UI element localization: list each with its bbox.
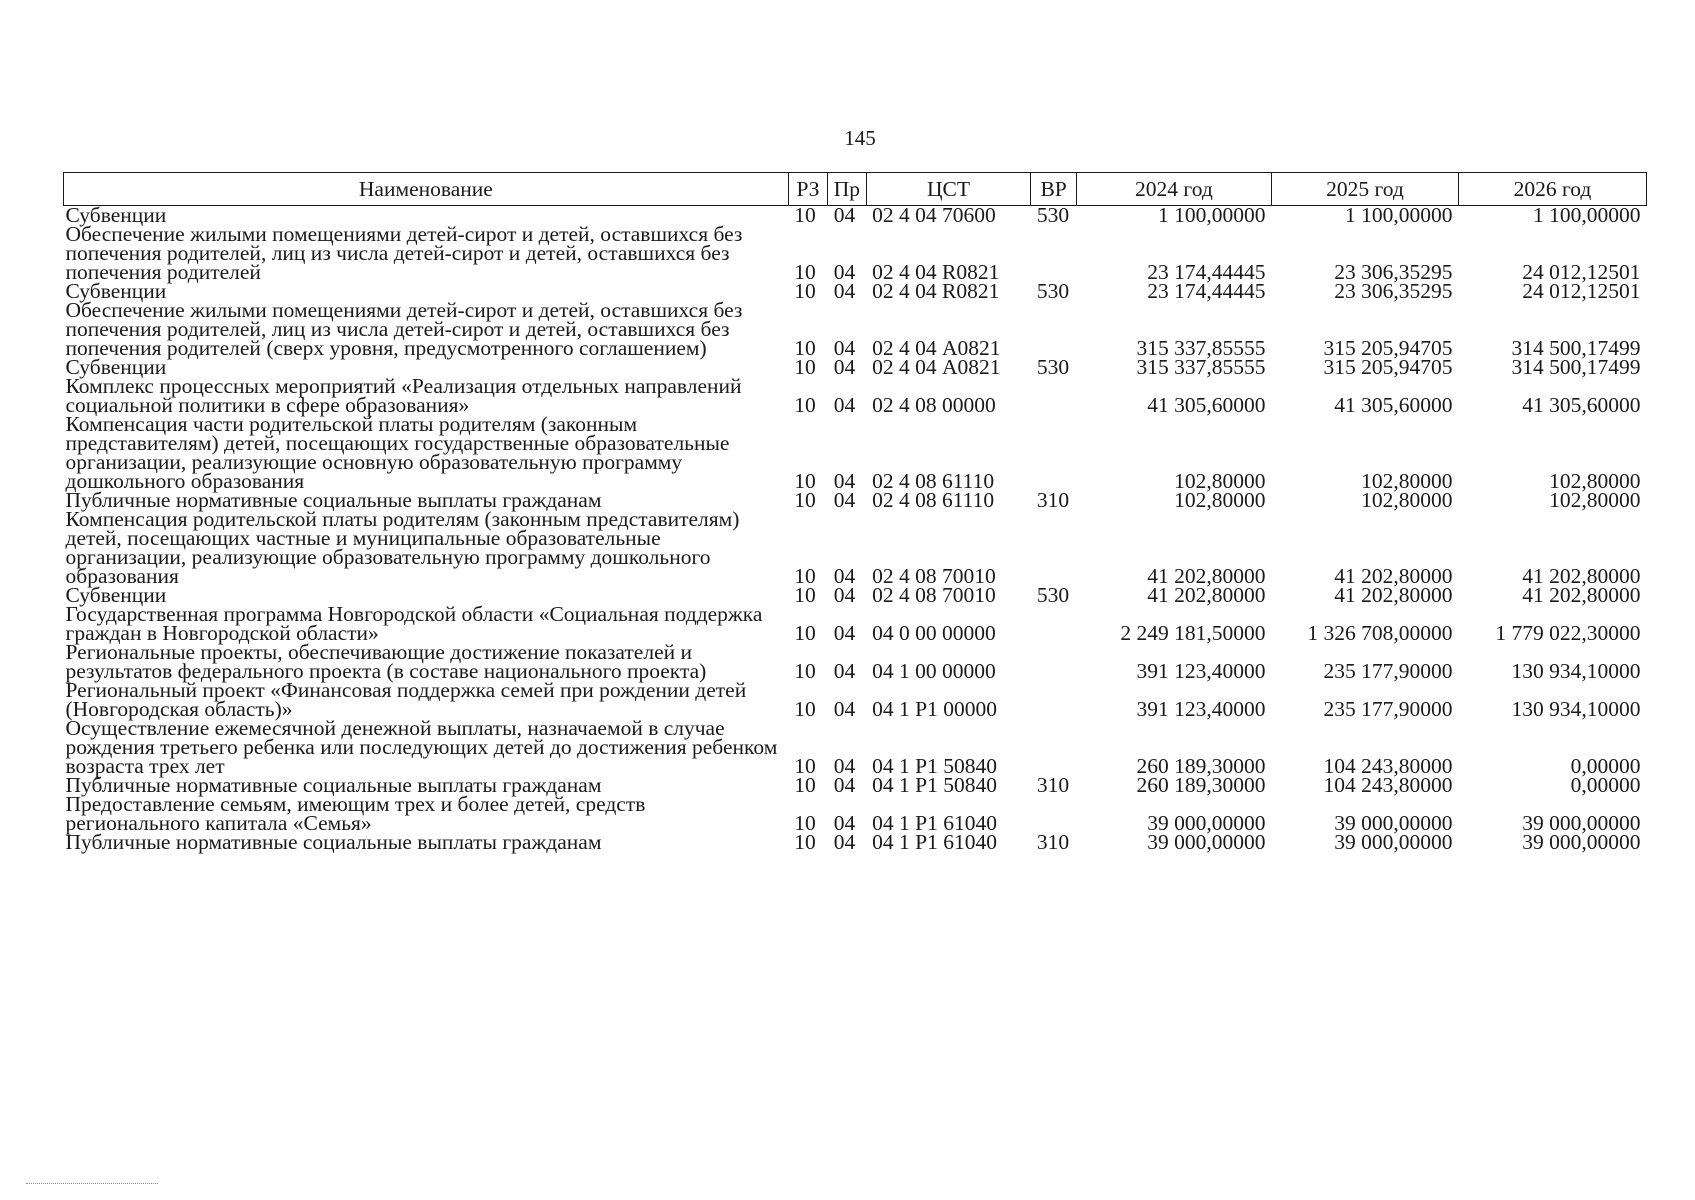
row-2025: 1 100,00000 [1344,203,1453,227]
row-cst: 04 1 00 00000 [872,659,996,683]
row-2025: 102,80000 [1361,469,1453,493]
row-pr: 04 [833,830,856,854]
table-row [64,415,1647,491]
row-2026: 39 000,00000 [1522,811,1641,835]
row-2026: 39 000,00000 [1522,830,1641,854]
row-name: Обеспечение жилыми помещениями детей-сирот и детей, оставшихся без попечения родителей, лиц из числа детей-сирот и детей, оставшихся без попечения родителей (сверх уровня, предусмотренного соглашением) [65,298,743,360]
row-pr: 04 [833,583,856,607]
header-cst: ЦСТ [866,173,1031,206]
header-2024: 2024 год [1076,173,1271,206]
row-2026: 1 100,00000 [1533,203,1641,227]
table-body [64,203,1647,854]
row-rz: 10 [794,488,816,512]
header-name: Наименование [64,173,789,206]
row-cst: 04 1 Р1 61040 [872,811,997,835]
row-pr: 04 [833,621,856,645]
row-vr [1031,510,1076,586]
row-name: Субвенции [65,583,167,607]
row-cst: 02 4 08 70010 [872,564,996,588]
row-name: Компенсация родительской платы родителям (законным представителям) детей, посещающих частные и муниципальные образовательные организации, реализующие образовательную программу дошкольного образования [65,507,740,588]
row-2025: 41 305,60000 [1334,393,1453,417]
row-cst: 04 0 00 00000 [872,621,996,645]
row-rz: 10 [794,203,816,227]
row-cst: 02 4 08 61110 [872,469,995,493]
row-pr: 04 [833,773,856,797]
row-2026: 130 934,10000 [1511,659,1641,683]
row-2025: 39 000,00000 [1334,811,1453,835]
row-2024: 23 174,44445 [1147,260,1266,284]
footer-divider [26,1183,158,1184]
row-cst: 02 4 08 00000 [872,393,996,417]
row-2024: 260 189,30000 [1136,754,1266,778]
row-vr [1031,643,1076,681]
row-name: Обеспечение жилыми помещениями детей-сирот и детей, оставшихся без попечения родителей, лиц из числа детей-сирот и детей, оставшихся без попечения родителей [65,222,743,284]
row-cst: 04 1 Р1 50840 [872,773,997,797]
row-2025: 104 243,80000 [1323,754,1453,778]
row-vr [1031,605,1076,643]
row-vr [1031,681,1076,719]
row-2024: 102,80000 [1174,469,1266,493]
row-2025: 1 326 708,00000 [1307,621,1453,645]
row-2026: 41 202,80000 [1522,583,1641,607]
row-2026: 102,80000 [1549,469,1641,493]
header-pr: Пр [828,173,866,206]
header-2026: 2026 год [1458,173,1646,206]
row-rz: 10 [794,336,816,360]
row-pr: 04 [833,488,856,512]
row-pr: 04 [833,203,856,227]
row-rz: 10 [794,583,816,607]
row-vr: 530 [1036,355,1070,379]
table-row [64,301,1647,358]
row-rz: 10 [794,393,816,417]
row-pr: 04 [833,564,856,588]
row-rz: 10 [794,355,816,379]
budget-table [63,172,1647,852]
row-rz: 10 [794,621,816,645]
row-pr: 04 [833,336,856,360]
row-cst: 02 4 04 А0821 [872,336,1001,360]
row-vr [1031,795,1076,833]
row-2024: 2 249 181,50000 [1120,621,1266,645]
row-2025: 235 177,90000 [1323,697,1453,721]
row-2026: 102,80000 [1549,488,1641,512]
table-row [64,681,1647,719]
row-2024: 391 123,40000 [1136,697,1266,721]
row-rz: 10 [794,564,816,588]
row-2025: 104 243,80000 [1323,773,1453,797]
row-name: Публичные нормативные социальные выплаты гражданам [65,830,602,854]
row-cst: 02 4 08 70010 [872,583,996,607]
row-2024: 102,80000 [1174,488,1266,512]
row-pr: 04 [833,754,856,778]
row-rz: 10 [794,773,816,797]
row-2025: 41 202,80000 [1334,583,1453,607]
row-2024: 41 202,80000 [1147,583,1266,607]
row-name: Субвенции [65,203,167,227]
row-name: Региональный проект «Финансовая поддержка семей при рождении детей (Новгородская область)» [65,678,747,721]
row-2026: 41 305,60000 [1522,393,1641,417]
row-name: Компенсация части родительской платы родителям (законным представителям) детей, посещающих государственные образовательные организации, реализующие основную образовательную программу дошкольного образования [65,412,730,493]
row-name: Предоставление семьям, имеющим трех и более детей, средств регионального капитала «Семья» [65,792,646,835]
row-name: Осуществление ежемесячной денежной выплаты, назначаемой в случае рождения третьего ребенка или последующих детей до достижения ребенком возраста трех лет [65,716,778,778]
row-pr: 04 [833,355,856,379]
row-pr: 04 [833,697,856,721]
row-2024: 41 202,80000 [1147,564,1266,588]
row-pr: 04 [833,811,856,835]
row-rz: 10 [794,260,816,284]
table-row [64,833,1647,852]
table-row [64,225,1647,282]
row-vr [1031,301,1076,358]
row-rz: 10 [794,697,816,721]
row-vr: 530 [1036,279,1070,303]
row-2025: 102,80000 [1361,488,1453,512]
row-2025: 39 000,00000 [1334,830,1453,854]
row-name: Субвенции [65,279,167,303]
row-2026: 1 779 022,30000 [1495,621,1641,645]
row-pr: 04 [833,659,856,683]
row-cst: 04 1 Р1 50840 [872,754,997,778]
row-2026: 24 012,12501 [1522,279,1641,303]
row-2026: 41 202,80000 [1522,564,1641,588]
row-cst: 04 1 Р1 61040 [872,830,997,854]
row-2026: 314 500,17499 [1511,355,1641,379]
row-2024: 391 123,40000 [1136,659,1266,683]
row-vr [1031,377,1076,415]
row-2024: 41 305,60000 [1147,393,1266,417]
row-2025: 315 205,94705 [1323,336,1453,360]
row-vr [1031,415,1076,491]
header-2025: 2025 год [1271,173,1458,206]
row-cst: 02 4 04 R0821 [872,279,1000,303]
header-vr: ВР [1031,173,1076,206]
row-cst: 02 4 08 61110 [872,488,995,512]
row-cst: 04 1 Р1 00000 [872,697,997,721]
row-rz: 10 [794,659,816,683]
row-2026: 130 934,10000 [1511,697,1641,721]
table-row [64,510,1647,586]
row-2024: 315 337,85555 [1136,336,1266,360]
row-2025: 235 177,90000 [1323,659,1453,683]
row-rz: 10 [794,811,816,835]
row-vr: 310 [1036,830,1070,854]
table-header-row [64,173,1647,206]
row-2024: 260 189,30000 [1136,773,1266,797]
row-2024: 315 337,85555 [1136,355,1266,379]
row-vr [1031,719,1076,776]
row-vr: 530 [1036,203,1070,227]
table-row [64,605,1647,643]
row-name: Публичные нормативные социальные выплаты гражданам [65,773,602,797]
table-row [64,719,1647,776]
row-vr [1031,225,1076,282]
row-2024: 39 000,00000 [1147,811,1266,835]
row-rz: 10 [794,754,816,778]
row-pr: 04 [833,469,856,493]
row-vr: 310 [1036,488,1070,512]
table-row [64,643,1647,681]
row-name: Региональные проекты, обеспечивающие достижение показателей и результатов федерального проекта (в составе национального проекта) [65,640,707,683]
table-row [64,377,1647,415]
row-2026: 0,00000 [1570,754,1641,778]
row-2025: 23 306,35295 [1334,260,1453,284]
row-2026: 24 012,12501 [1522,260,1641,284]
row-cst: 02 4 04 R0821 [872,260,1000,284]
row-2026: 314 500,17499 [1511,336,1641,360]
row-name: Комплекс процессных мероприятий «Реализация отдельных направлений социальной политики в сфере образования» [65,374,742,417]
row-vr: 530 [1036,583,1070,607]
row-vr: 310 [1036,773,1070,797]
row-name: Субвенции [65,355,167,379]
row-pr: 04 [833,260,856,284]
row-rz: 10 [794,830,816,854]
row-2024: 23 174,44445 [1147,279,1266,303]
row-rz: 10 [794,279,816,303]
table-row [64,795,1647,833]
row-2025: 315 205,94705 [1323,355,1453,379]
row-rz: 10 [794,469,816,493]
row-cst: 02 4 04 А0821 [872,355,1001,379]
page-number: 145 [844,126,876,150]
row-2026: 0,00000 [1570,773,1641,797]
row-pr: 04 [833,279,856,303]
row-name: Государственная программа Новгородской области «Социальная поддержка граждан в Новгородской области» [65,602,763,645]
header-rz: РЗ [788,173,827,206]
row-2024: 39 000,00000 [1147,830,1266,854]
row-cst: 02 4 04 70600 [872,203,996,227]
row-2025: 23 306,35295 [1334,279,1453,303]
row-pr: 04 [833,393,856,417]
row-2024: 1 100,00000 [1157,203,1266,227]
row-name: Публичные нормативные социальные выплаты гражданам [65,488,602,512]
row-2025: 41 202,80000 [1334,564,1453,588]
